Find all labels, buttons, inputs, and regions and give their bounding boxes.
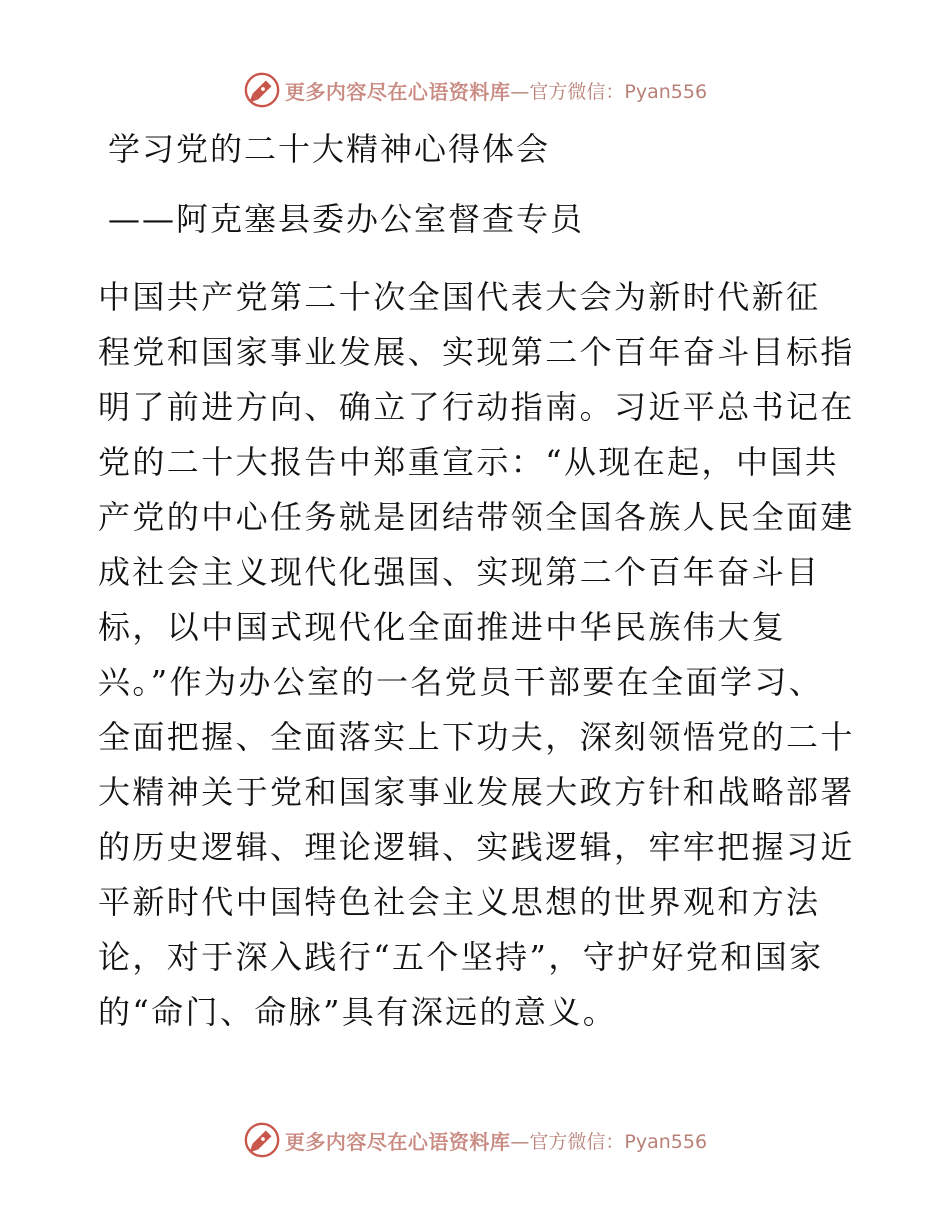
body-line: 成社会主义现代化强国、实现第二个百年奋斗目: [98, 553, 821, 591]
body-line: 全面把握、全面落实上下功夫，深刻领悟党的二十: [98, 718, 855, 756]
body-line: 大精神关于党和国家事业发展大政方针和战略部署: [98, 773, 855, 811]
body-line: 论，对于深入践行“五个坚持”，守护好党和国家: [98, 938, 824, 976]
watermark-sub-text: —官方微信：Pyan556: [510, 80, 708, 103]
document-title: 学习党的二十大精神心得体会: [108, 130, 551, 168]
body-line: 产党的中心任务就是团结带领全国各族人民全面建: [98, 498, 855, 536]
watermark-main-text: 更多内容尽在心语资料库: [284, 1129, 511, 1154]
document-subtitle: ——阿克塞县委办公室督查专员: [108, 200, 585, 238]
footer-watermark: [0, 1118, 950, 1162]
body-line: 程党和国家事业发展、实现第二个百年奋斗目标指: [98, 333, 855, 371]
body-line: 明了前进方向、确立了行动指南。习近平总书记在: [98, 388, 855, 426]
body-line: 中国共产党第二十次全国代表大会为新时代新征: [98, 278, 821, 316]
body-line: 党的二十大报告中郑重宣示：“从现在起，中国共: [98, 443, 840, 481]
pen-nib-logo-icon: [243, 71, 281, 109]
pen-nib-logo-icon: [243, 1121, 281, 1159]
body-line: 平新时代中国特色社会主义思想的世界观和方法: [98, 883, 821, 921]
header-watermark: [0, 68, 950, 112]
body-line: 的“命门、命脉”具有深远的意义。: [98, 993, 618, 1031]
body-line: 标，以中国式现代化全面推进中华民族伟大复: [98, 608, 787, 646]
body-paragraph: [98, 270, 855, 1040]
watermark-main-text: 更多内容尽在心语资料库: [284, 79, 511, 104]
body-line: 兴。”作为办公室的一名党员干部要在全面学习、: [98, 663, 824, 701]
watermark-sub-text: —官方微信：Pyan556: [510, 1130, 708, 1153]
body-line: 的历史逻辑、理论逻辑、实践逻辑，牢牢把握习近: [98, 828, 855, 866]
